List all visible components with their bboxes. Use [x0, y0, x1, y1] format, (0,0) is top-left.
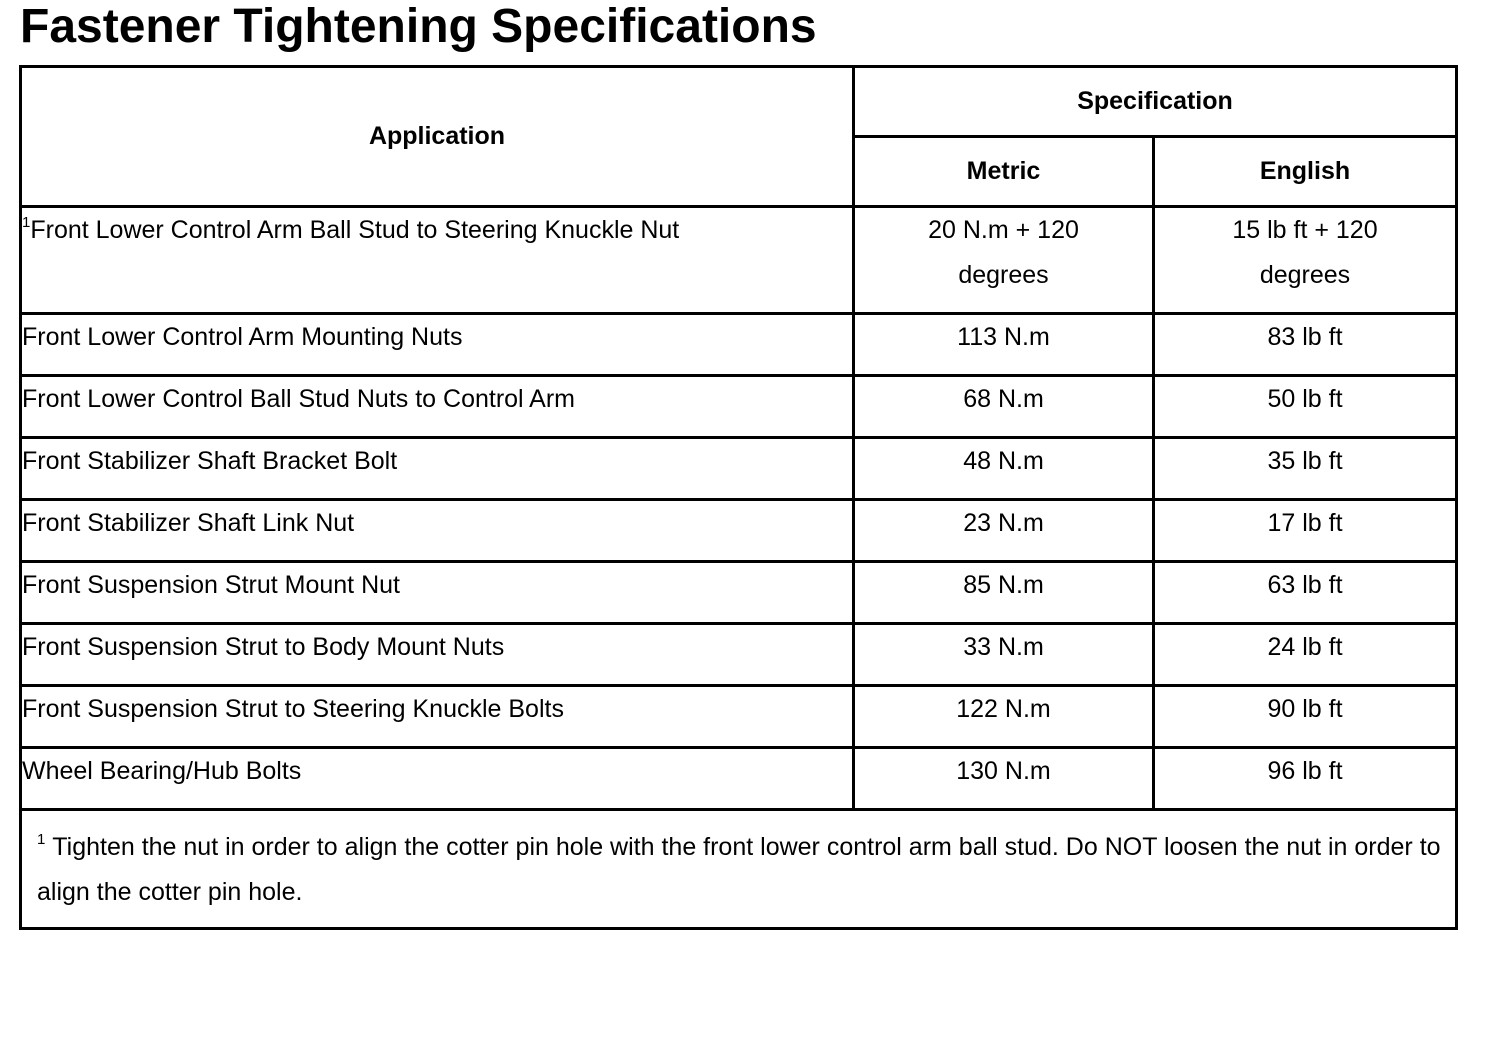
application-header — [21, 67, 854, 207]
fastener-spec-table — [19, 65, 1458, 930]
table-row — [21, 207, 1457, 314]
footnote-row — [21, 810, 1457, 929]
specification-header-label: Specification — [1077, 87, 1233, 115]
metric-cell: 48 N.m — [854, 438, 1154, 500]
application-cell: Front Lower Control Ball Stud Nuts to Control Arm — [21, 376, 854, 438]
english-value: 15 lb ft + 120 degrees — [1232, 216, 1378, 289]
english-cell: 17 lb ft — [1154, 500, 1457, 562]
metric-cell: 130 N.m — [854, 748, 1154, 810]
application-cell: Front Suspension Strut to Steering Knuckle Bolts — [21, 686, 854, 748]
metric-cell: 122 N.m — [854, 686, 1154, 748]
application-text: Front Lower Control Arm Ball Stud to Steering Knuckle Nut — [30, 216, 680, 244]
english-cell: 83 lb ft — [1154, 314, 1457, 376]
application-header-label: Application — [368, 122, 506, 150]
specification-header — [854, 67, 1457, 137]
footnote-text: Tighten the nut in order to align the cotter pin hole with the front lower control arm ball stud. Do NOT loosen the nut in order to align the cotter pin hole. — [37, 833, 1441, 906]
table-row — [21, 438, 1457, 500]
metric-cell: 33 N.m — [854, 624, 1154, 686]
table-row — [21, 562, 1457, 624]
footnote-cell — [21, 810, 1457, 929]
english-cell: 50 lb ft — [1154, 376, 1457, 438]
english-cell: 35 lb ft — [1154, 438, 1457, 500]
english-cell: 63 lb ft — [1154, 562, 1457, 624]
application-cell: Front Suspension Strut Mount Nut — [21, 562, 854, 624]
application-cell — [21, 207, 854, 314]
table-row — [21, 624, 1457, 686]
metric-header — [854, 137, 1154, 207]
table-row — [21, 748, 1457, 810]
metric-cell: 68 N.m — [854, 376, 1154, 438]
english-header-label: English — [1259, 157, 1351, 185]
metric-cell — [854, 207, 1154, 314]
application-cell: Front Suspension Strut to Body Mount Nuts — [21, 624, 854, 686]
table-row — [21, 686, 1457, 748]
metric-cell: 113 N.m — [854, 314, 1154, 376]
english-header — [1154, 137, 1457, 207]
metric-header-label: Metric — [966, 157, 1041, 185]
application-cell: Wheel Bearing/Hub Bolts — [21, 748, 854, 810]
english-cell — [1154, 207, 1457, 314]
table-row — [21, 500, 1457, 562]
table-row — [21, 376, 1457, 438]
metric-cell: 23 N.m — [854, 500, 1154, 562]
footnote-marker: 1 — [22, 214, 31, 231]
english-cell: 96 lb ft — [1154, 748, 1457, 810]
metric-value: 20 N.m + 120 degrees — [928, 216, 1079, 289]
table-row — [21, 314, 1457, 376]
english-cell: 90 lb ft — [1154, 686, 1457, 748]
application-cell: Front Stabilizer Shaft Bracket Bolt — [21, 438, 854, 500]
application-cell: Front Lower Control Arm Mounting Nuts — [21, 314, 854, 376]
footnote-marker: 1 — [37, 831, 46, 848]
english-cell: 24 lb ft — [1154, 624, 1457, 686]
metric-cell: 85 N.m — [854, 562, 1154, 624]
application-cell: Front Stabilizer Shaft Link Nut — [21, 500, 854, 562]
page-title: Fastener Tightening Specifications — [20, 0, 817, 53]
